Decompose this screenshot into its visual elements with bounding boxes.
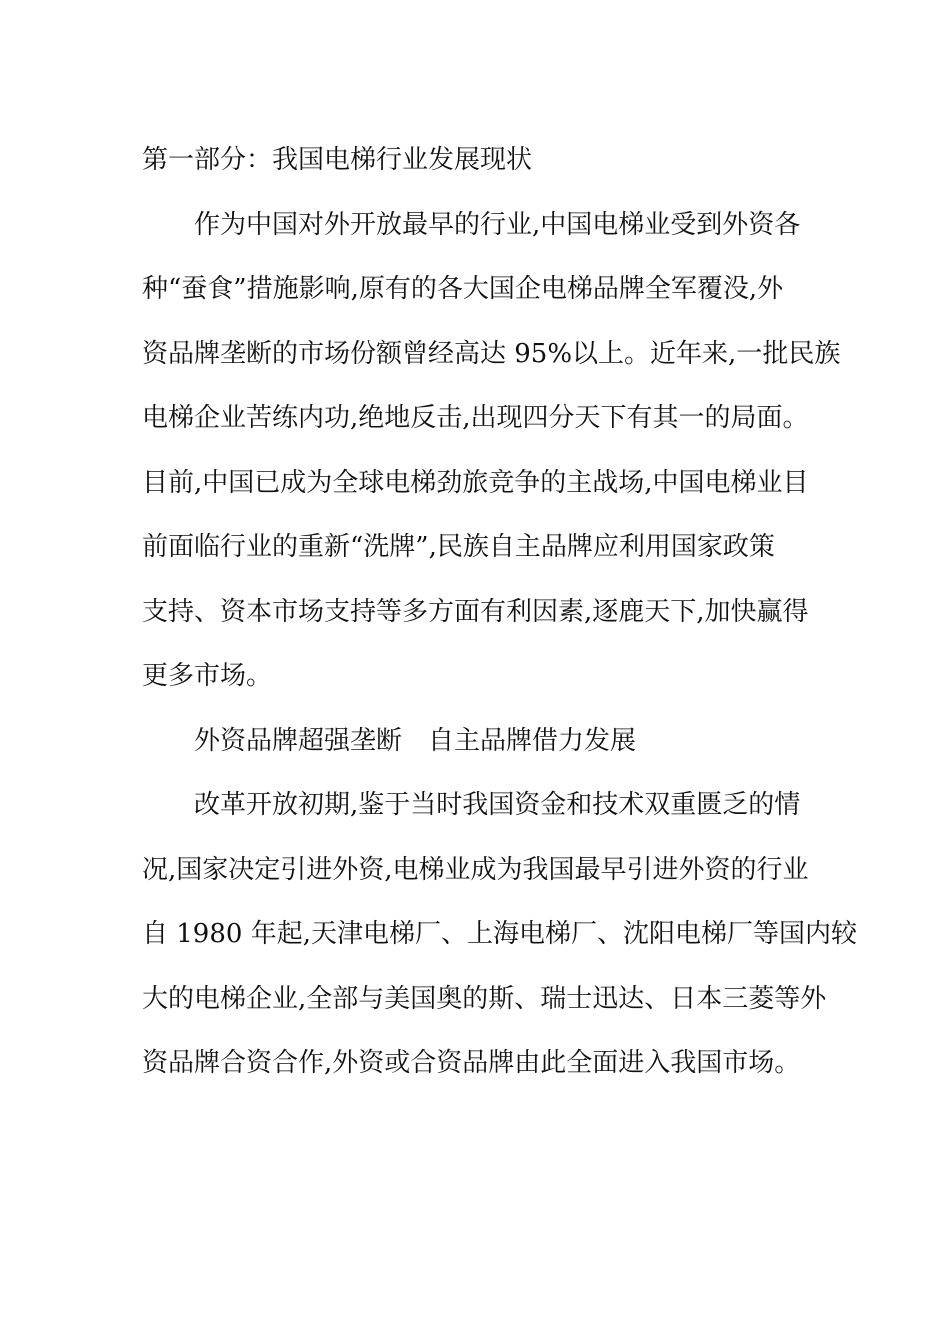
paragraph-line: 自 1980 年起,天津电梯厂、上海电梯厂、沈阳电梯厂等国内较 bbox=[142, 919, 857, 949]
subheading: 外资品牌超强垄断 自主品牌借力发展 bbox=[194, 725, 637, 756]
section-heading bbox=[142, 128, 814, 193]
paragraph-line: 目前,中国已成为全球电梯劲旅竞争的主战场,中国电梯业目 bbox=[142, 467, 809, 498]
paragraph-line: 况,国家决定引进外资,电梯业成为我国最早引进外资的行业 bbox=[142, 854, 809, 885]
document-body bbox=[142, 128, 857, 1096]
paragraph-line: 改革开放初期,鉴于当时我国资金和技术双重匮乏的情 bbox=[194, 790, 801, 820]
paragraph-line: 作为中国对外开放最早的行业,中国电梯业受到外资各 bbox=[194, 209, 801, 240]
paragraph-line: 支持、资本市场支持等多方面有利因素,逐鹿天下,加快赢得 bbox=[142, 596, 809, 627]
paragraph-line: 资品牌垄断的市场份额曾经高达 95%以上。近年来,一批民族 bbox=[142, 338, 841, 369]
paragraph-2 bbox=[142, 773, 857, 1096]
paragraph-line: 资品牌合资合作,外资或合资品牌由此全面进入我国市场。 bbox=[142, 1048, 801, 1078]
paragraph-line: 前面临行业的重新“洗牌”,民族自主品牌应利用国家政策 bbox=[142, 532, 775, 562]
paragraph-line: 电梯企业苦练内功,绝地反击,出现四分天下有其一的局面。 bbox=[142, 403, 809, 433]
paragraph-line: 更多市场。 bbox=[142, 661, 273, 691]
paragraph-line: 种“蚕食”措施影响,原有的各大国企电梯品牌全军覆没,外 bbox=[142, 274, 784, 304]
paragraph-1 bbox=[142, 193, 841, 709]
heading-line: 第一部分：我国电梯行业发展现状 bbox=[142, 145, 533, 175]
subheading-paragraph bbox=[142, 709, 814, 774]
paragraph-line: 大的电梯企业,全部与美国奥的斯、瑞士迅达、日本三菱等外 bbox=[142, 983, 827, 1014]
